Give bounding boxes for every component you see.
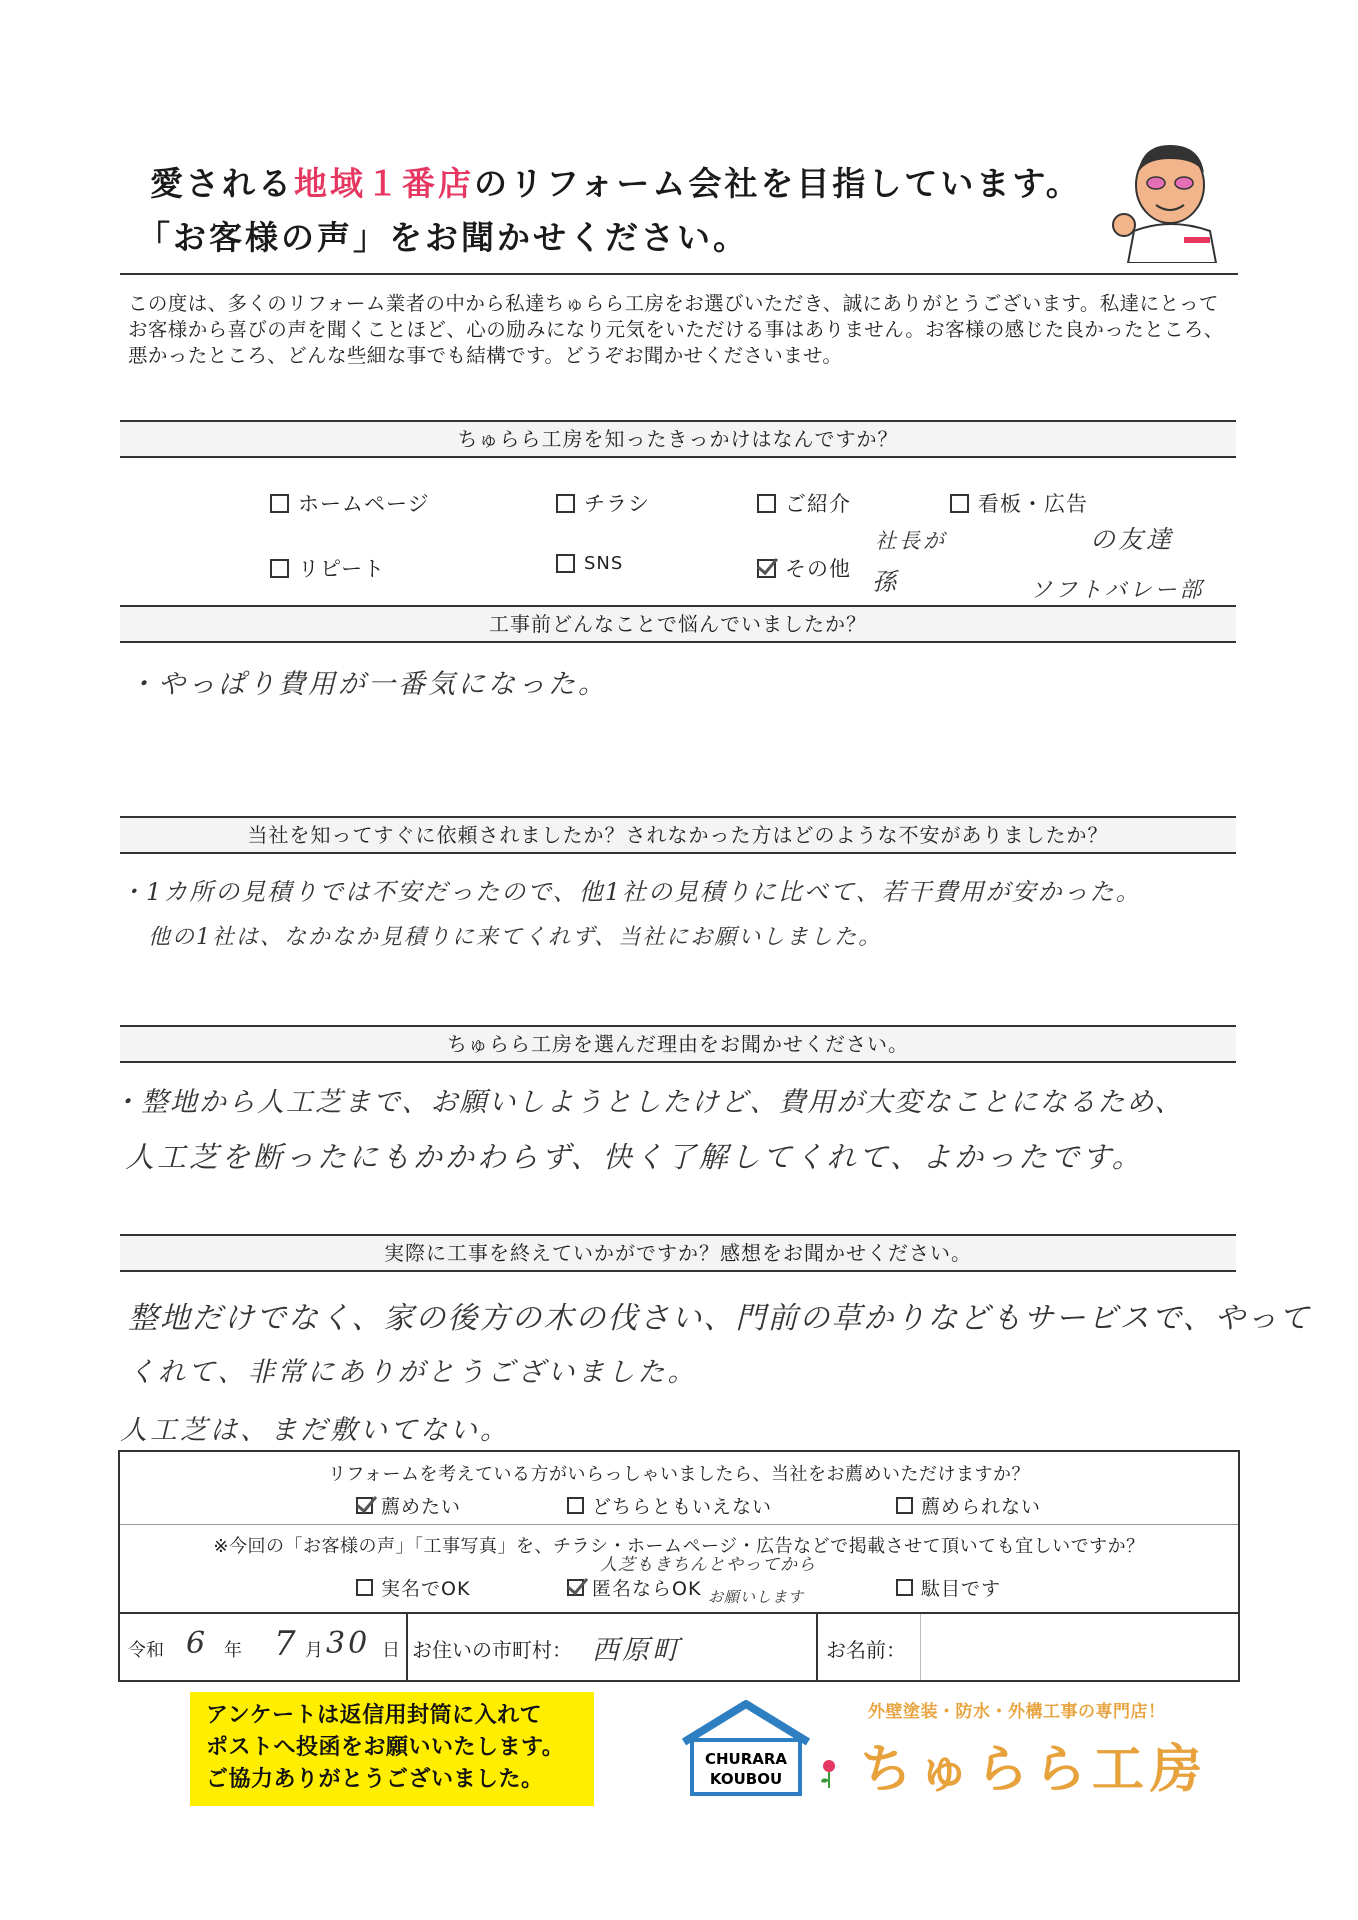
year-value: 6 <box>186 1626 209 1661</box>
checkbox-icon <box>896 1497 913 1514</box>
logo-text-line2: KOUBOU <box>709 1770 783 1788</box>
checkbox-icon <box>270 494 289 513</box>
option-sns[interactable] <box>556 553 623 574</box>
option-referral[interactable] <box>757 488 851 518</box>
publish-anonymous[interactable] <box>567 1574 701 1601</box>
title-part-a: 愛される <box>150 164 294 203</box>
publish-note-line1: 人芝もきちんとやってから <box>600 1555 816 1575</box>
name-field[interactable] <box>820 1614 1236 1680</box>
checkbox-icon <box>556 494 575 513</box>
notice-line2: ポストへ投函をお願いいたします。 <box>206 1735 565 1760</box>
return-notice <box>190 1692 594 1806</box>
checkbox-icon <box>567 1497 584 1514</box>
option-label: 匿名ならOK <box>592 1578 702 1600</box>
consent-box <box>118 1450 1240 1682</box>
checkbox-checked-icon <box>356 1497 373 1514</box>
brand-house-logo <box>676 1700 816 1800</box>
title-part-b: のリフォーム会社を目指しています。 <box>474 164 1082 203</box>
option-flyer[interactable] <box>556 488 650 518</box>
answer-reason-line1: ・整地から人工芝まで、お願いしようとしたけど、費用が大変なことになるため、 <box>112 1087 1184 1118</box>
city-label: お住いの市町村： <box>412 1638 572 1662</box>
divider <box>920 1614 921 1680</box>
date-field[interactable] <box>124 1614 408 1680</box>
answer-impression-line1: 整地だけでなく、家の後方の木の伐さい、門前の草かりなどもサービスで、やって <box>128 1301 1311 1336</box>
checkbox-icon <box>556 554 575 573</box>
city-field[interactable] <box>408 1614 818 1680</box>
option-label: 薦めたい <box>381 1496 462 1518</box>
flower-icon <box>818 1758 840 1788</box>
day-value: 30 <box>326 1626 371 1661</box>
option-label: ホームページ <box>298 492 430 516</box>
option-label: リピート <box>298 557 386 581</box>
question-reason: ちゅらら工房を選んだ理由をお聞かせください。 <box>120 1025 1236 1063</box>
recommend-neutral[interactable] <box>567 1492 772 1519</box>
checkbox-checked-icon <box>757 559 776 578</box>
city-value: 西原町 <box>592 1635 682 1666</box>
recommend-no[interactable] <box>896 1492 1041 1519</box>
handwritten-note-a: 社長が <box>875 529 947 553</box>
answer-impression-line3: 人工芝は、まだ敷いてない。 <box>120 1415 510 1446</box>
checkbox-icon <box>950 494 969 513</box>
handwritten-note-c: の友達 <box>1090 525 1175 554</box>
question-request: 当社を知ってすぐに依頼されましたか？されなかった方はどのような不安がありましたか？ <box>120 816 1236 854</box>
option-label: 看板・広告 <box>978 492 1088 516</box>
publish-real-name[interactable] <box>356 1574 470 1601</box>
checkbox-icon <box>270 559 289 578</box>
option-homepage[interactable] <box>270 488 430 518</box>
intro-text: この度は、多くのリフォーム業者の中から私達ちゅらら工房をお選びいただき、誠にありがとうございます。私達にとってお客様から喜びの声を聞くことほど、心の励みになり元気をいただける事はありません。お客様の感じた良かったところ、悪かったところ、どんな些細な事でも結構です。どうぞお聞かせくださいませ。 <box>128 292 1224 367</box>
title-accent: 地域１番店 <box>294 164 474 203</box>
publish-question: ※今回の「お客様の声」「工事写真」を、チラシ・ホームページ・広告などで掲載させて頂いても宜しいですか？ <box>213 1536 1145 1557</box>
option-other[interactable] <box>757 553 851 583</box>
notice-line3: ご協力ありがとうございました。 <box>206 1767 544 1792</box>
checkbox-icon <box>356 1579 373 1596</box>
header-divider <box>120 273 1238 275</box>
option-label: 駄目です <box>921 1578 1002 1600</box>
question-how-found: ちゅらら工房を知ったきっかけはなんですか？ <box>120 420 1236 458</box>
option-label: 薦められない <box>921 1496 1042 1518</box>
era-label: 令和 <box>128 1640 164 1661</box>
month-value: 7 <box>274 1624 299 1664</box>
option-signboard[interactable] <box>950 488 1088 518</box>
answer-request-line2: 他の1社は、なかなか見積りに来てくれず、当社にお願いしました。 <box>148 925 883 950</box>
option-label: その他 <box>785 557 851 581</box>
option-label: SNS <box>584 553 624 574</box>
recommend-question: リフォームを考えている方がいらっしゃいましたら、当社をお薦めいただけますか？ <box>327 1464 1031 1485</box>
publish-note-line2: お願いします <box>708 1588 805 1606</box>
answer-impression-line2: くれて、非常にありがとうございました。 <box>128 1357 698 1388</box>
option-label: ご紹介 <box>785 492 851 516</box>
answer-request-line1: ・1カ所の見積りでは不安だったので、他1社の見積りに比べて、若干費用が安かった。 <box>120 878 1142 906</box>
option-label: どちらともいえない <box>592 1496 773 1518</box>
notice-line1: アンケートは返信用封筒に入れて <box>206 1703 543 1728</box>
handwritten-note-d: ソフトバレー部 <box>1030 578 1205 603</box>
checkbox-icon <box>896 1579 913 1596</box>
brand-name: ちゅらら工房 <box>860 1740 1209 1800</box>
question-impression: 実際に工事を終えていかがですか？感想をお聞かせください。 <box>120 1234 1236 1272</box>
mascot-illustration <box>1110 135 1238 263</box>
name-label: お名前： <box>826 1638 906 1662</box>
option-label: チラシ <box>584 492 650 516</box>
answer-worries: ・やっぱり費用が一番気になった。 <box>128 669 608 700</box>
option-label: 実名でOK <box>381 1578 471 1600</box>
checkbox-icon <box>757 494 776 513</box>
divider <box>120 1524 1238 1525</box>
page-title-line1 <box>150 158 1082 205</box>
handwritten-note-b: 孫 <box>872 568 899 596</box>
page-title-line2: 「お客様の声」をお聞かせください。 <box>137 218 749 257</box>
publish-no[interactable] <box>896 1574 1001 1601</box>
year-label: 年 <box>224 1640 242 1661</box>
brand-tagline: 外壁塗装・防水・外構工事の専門店！ <box>868 1702 1166 1722</box>
option-repeat[interactable] <box>270 553 385 583</box>
logo-text-line1: CHURARA <box>704 1750 788 1768</box>
answer-reason-line2: 人工芝を断ったにもかかわらず、快く了解してくれて、よかったです。 <box>125 1140 1144 1174</box>
checkbox-checked-icon <box>567 1579 584 1596</box>
month-label: 月 <box>305 1640 323 1661</box>
day-label: 日 <box>382 1640 400 1661</box>
question-worries: 工事前どんなことで悩んでいましたか？ <box>120 605 1236 643</box>
recommend-yes[interactable] <box>356 1492 461 1519</box>
